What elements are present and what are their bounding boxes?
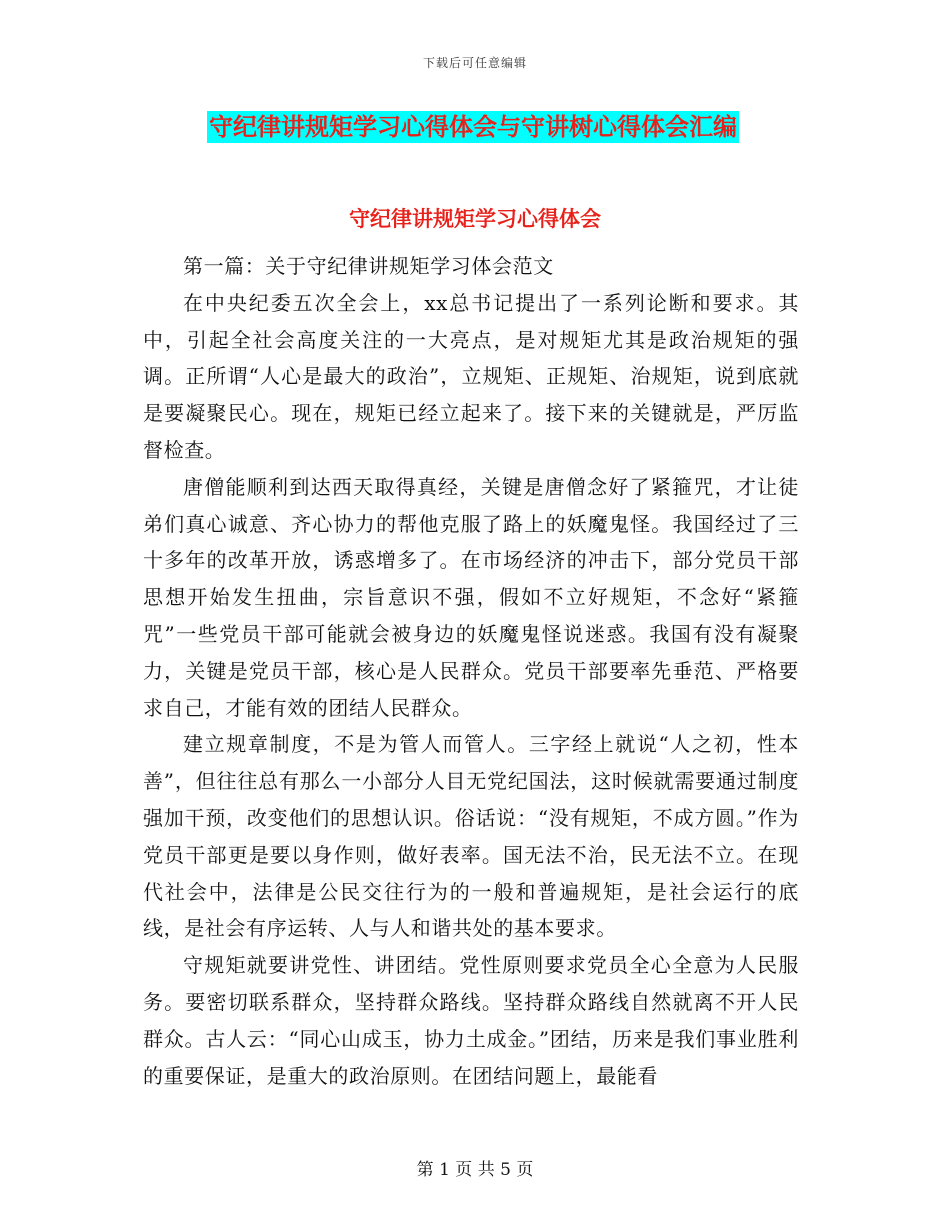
paragraph-heading: 第一篇：关于守纪律讲规矩学习体会范文 — [183, 254, 554, 278]
paragraph: 在中央纪委五次全会上，xx总书记提出了一系列论断和要求。其中，引起全社会高度关注的一大亮点，是对规矩尤其是政治规矩的强调。正所谓“人心是最大的政治”，立规矩、正规矩、治规矩，说到底就是要凝聚民心。现在，规矩已经立起来了。接下来的关键就是，严厉监督检查。 — [143, 290, 799, 462]
page-number-footer: 第 1 页 共 5 页 — [416, 1160, 534, 1180]
document-title: 守纪律讲规矩学习心得体会与守讲树心得体会汇编 — [209, 113, 737, 141]
paragraph: 守规矩就要讲党性、讲团结。党性原则要求党员全心全意为人民服务。要密切联系群众，坚持群众路线。坚持群众路线自然就离不开人民群众。古人云：“同心山成玉，协力土成金。”团结，历来是我们事业胜利的重要保证，是重大的政治原则。在团结问题上，最能看 — [143, 953, 799, 1088]
paragraph: 建立规章制度，不是为管人而管人。三字经上就说“人之初，性本善”，但往往总有那么一小部分人目无党纪国法，这时候就需要通过制度强加干预，改变他们的思想认识。俗话说：“没有规矩，不成方圆。”作为党员干部更是要以身作则，做好表率。国无法不治，民无法不立。在现代社会中，法律是公民交往行为的一般和普遍规矩，是社会运行的底线，是社会有序运转、人与人和谐共处的基本要求。 — [143, 732, 799, 941]
paragraph: 唐僧能顺利到达西天取得真经，关键是唐僧念好了紧箍咒，才让徒弟们真心诚意、齐心协力的帮他克服了路上的妖魔鬼怪。我国经过了三十多年的改革开放，诱惑增多了。在市场经济的冲击下，部分党员干部思想开始发生扭曲，宗旨意识不强，假如不立好规矩，不念好“紧箍咒”一些党员干部可能就会被身边的妖魔鬼怪说迷惑。我国有没有凝聚力，关键是党员干部，核心是人民群众。党员干部要率先垂范、严格要求自己，才能有效的团结人民群众。 — [143, 474, 799, 720]
header-note: 下载后可任意编辑 — [422, 56, 527, 70]
section-title: 守纪律讲规矩学习心得体会 — [349, 207, 601, 231]
document-body — [143, 248, 799, 1094]
